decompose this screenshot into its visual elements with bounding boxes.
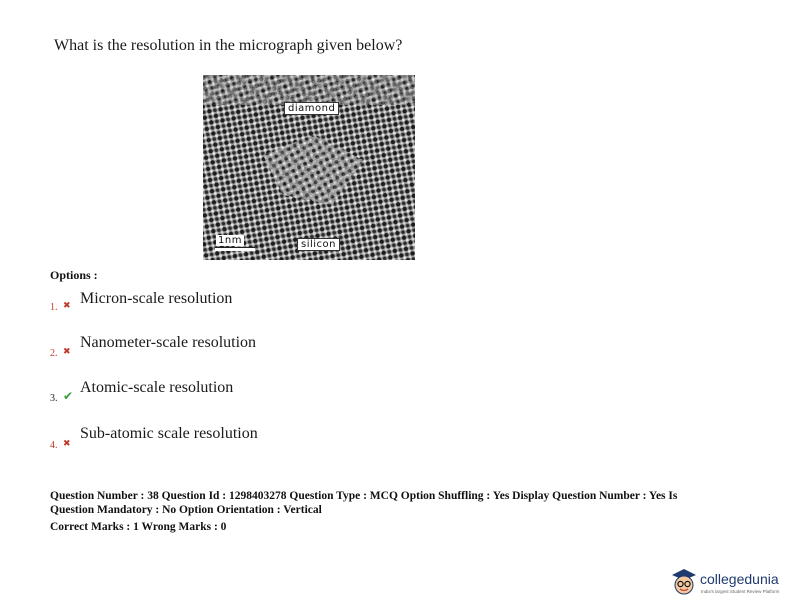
option-text: Atomic-scale resolution	[80, 379, 234, 396]
collegedunia-logo	[670, 567, 785, 603]
question-text: What is the resolution in the micrograph given below?	[54, 37, 403, 54]
mascot-icon	[670, 567, 698, 597]
option-number: 3.	[50, 393, 58, 404]
scale-bar	[215, 247, 255, 251]
cross-icon: ✖	[63, 300, 71, 310]
option-text: Sub-atomic scale resolution	[80, 425, 258, 442]
cross-icon: ✖	[63, 438, 71, 448]
option-number: 2.	[50, 348, 58, 359]
meta-line-1: Question Number : 38 Question Id : 1298403278 Question Type : MCQ Option Shuffling : Yes Display Question Number : Yes Is	[50, 490, 678, 502]
options-heading: Options :	[50, 268, 98, 282]
option-number: 4.	[50, 440, 58, 451]
logo-tagline: India's largest Student Review Platform	[701, 589, 780, 594]
marks-info: Correct Marks : 1 Wrong Marks : 0	[50, 521, 227, 533]
option-number: 1.	[50, 302, 58, 313]
question-meta	[50, 489, 750, 517]
option-text: Micron-scale resolution	[80, 290, 233, 307]
scale-label: 1nm	[218, 235, 242, 246]
label-silicon: silicon	[297, 238, 340, 251]
label-diamond: diamond	[284, 102, 339, 115]
micrograph-image	[203, 75, 415, 260]
check-icon: ✔	[63, 389, 74, 403]
logo-name: collegedunia	[700, 571, 779, 587]
cross-icon: ✖	[63, 346, 71, 356]
meta-line-2: Question Mandatory : No Option Orientation : Vertical	[50, 504, 322, 516]
option-text: Nanometer-scale resolution	[80, 334, 257, 351]
